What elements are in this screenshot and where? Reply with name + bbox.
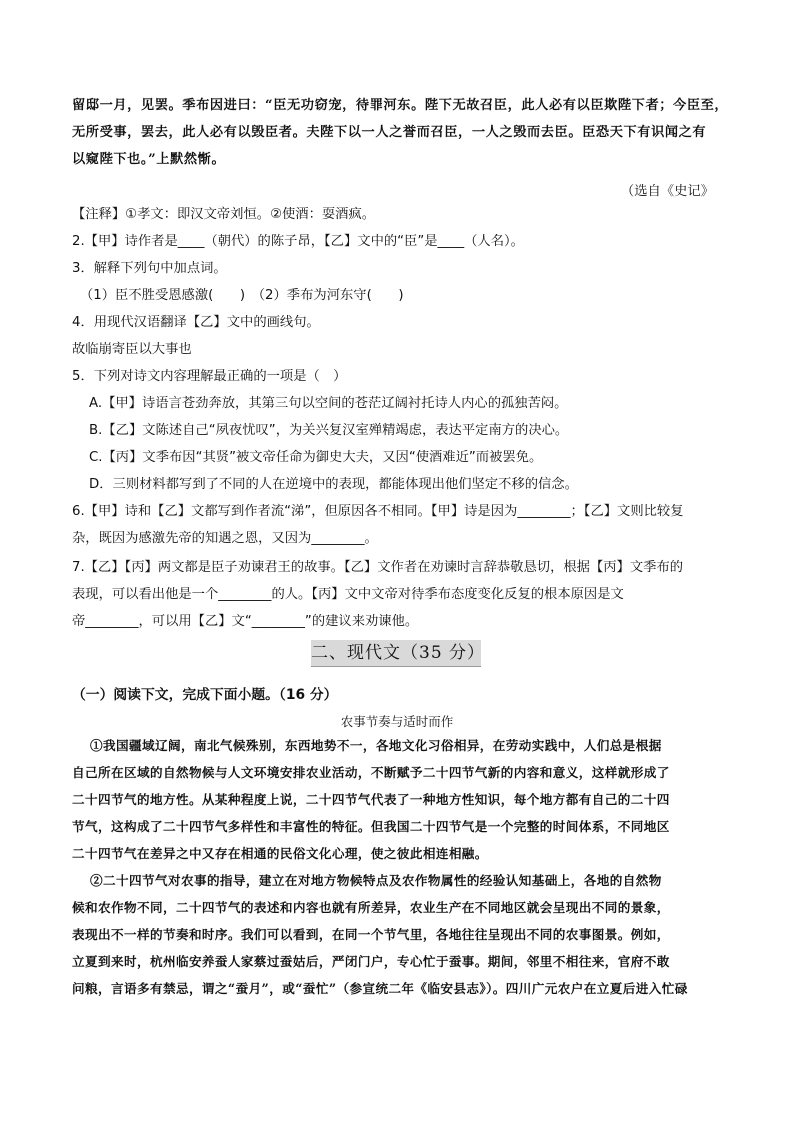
question-7: 7.【乙】【丙】两文都是臣子劝谏君王的故事。【乙】文作者在劝谏时言辞恭敬恳切，根据【丙】文季布的 [72,560,684,575]
passage-line: 留邸一月，见罢。季布因进曰：“臣无功窃宠，待罪河东。陛下无故召臣，此人必有以臣欺陛下者；今臣至， [72,98,729,113]
article-title: 农事节奏与适时而作 [340,714,454,729]
article-line: 节气，这构成了二十四节气多样性和丰富性的特征。但我国二十四节气是一个完整的时间体系，不同地区 [72,819,670,834]
option-d: D．三则材料都写到了不同的人在逆境中的表现，都能体现出他们坚定不移的信念。 [89,477,578,492]
sub-heading: （一）阅读下文，完成下面小题。（16 分） [72,687,338,703]
passage-line: 以窥陛下也。”上默然惭。 [72,152,226,167]
article-line: ②二十四节气对农事的指导，建立在对地方物候特点及农作物属性的经验认知基础上，各地的自然物 [90,873,662,888]
question-7-cont: 帝________，可以用【乙】文“________”的建议来劝谏他。 [72,614,419,629]
article-line: ①我国疆域辽阔，南北气候殊别，东西地势不一，各地文化习俗相异，在劳动实践中，人们总是根据 [90,738,662,753]
article-line: 候和农作物不同，二十四节气的表述和内容也就有所差异，农业生产在不同地区就会呈现出不同的景象， [72,900,670,915]
option-c: C.【丙】文季布因“其贤”被文帝任命为御史大夫，又因“使酒难近”而被罢免。 [89,450,543,465]
question-6-cont: 杂，既因为感激先帝的知遇之恩，又因为________。 [72,531,378,546]
question-5: 5．下列对诗文内容理解最正确的一项是（ ） [72,369,347,384]
option-a: A.【甲】诗语言苍劲奔放，其第三句以空间的苍茫辽阔衬托诗人内心的孤独苦闷。 [89,396,568,411]
option-b: B.【乙】文陈述自己“夙夜忧叹”，为关兴复汉室殚精竭虑，表达平定南方的决心。 [89,423,569,438]
article-line: 问粮，言语多有禁忌，谓之“蚕月”，或“蚕忙”（参宣统二年《临安县志》）。四川广元农户在立夏后进入忙碌 [72,981,688,996]
passage-line: 无所受事，罢去，此人必有以毁臣者。夫陛下以一人之誉而召臣，一人之毁而去臣。臣恐天下有识闻之有 [72,125,707,140]
article-line: 二十四节气的地方性。从某种程度上说，二十四节气代表了一种地方性知识，每个地方都有自己的二十四 [72,792,670,807]
notes: 【注释】①孝文：即汉文帝刘恒。②使酒：耍酒疯。 [72,207,376,222]
question-7-cont: 表现，可以看出他是一个________的人。【丙】文中文帝对待季布态度变化反复的根本原因是文 [72,587,624,602]
question-4: 4．用现代汉语翻译【乙】文中的画线句。 [72,315,320,330]
question-4-sentence: 故临崩寄臣以大事也 [72,342,192,357]
article-line: 表现出不一样的节奏和时序。我们可以看到，在同一个节气里，各地往往呈现出不同的农事图景。例如， [72,927,670,942]
question-3-items: （1）臣不胜受恩感激( ) （2）季布为河东守( ) [80,288,404,303]
question-3: 3．解释下列句中加点词。 [72,261,227,276]
passage-source: （选自《史记》 [620,184,714,199]
question-2: 2.【甲】诗作者是____（朝代）的陈子昂，【乙】文中的“臣”是____（人名）。 [72,234,524,249]
article-line: 自己所在区域的自然物候与人文环境安排农业活动，不断赋予二十四节气新的内容和意义，这样就形成了 [72,765,670,780]
article-line: 立夏到来时，杭州临安养蚕人家蔡过蚕姑后，严闭门户，专心忙于蚕事。期间，邻里不相往来，官府不敢 [72,954,670,969]
article-line: 二十四节气在差异之中又存在相通的民俗文化心理，使之彼此相连相融。 [72,846,488,861]
section-heading: 二、现代文（35 分） [311,640,481,667]
question-6: 6.【甲】诗和【乙】文都写到作者流“涕”，但原因各不相同。【甲】诗是因为________；【乙】文则比较复 [72,504,684,519]
